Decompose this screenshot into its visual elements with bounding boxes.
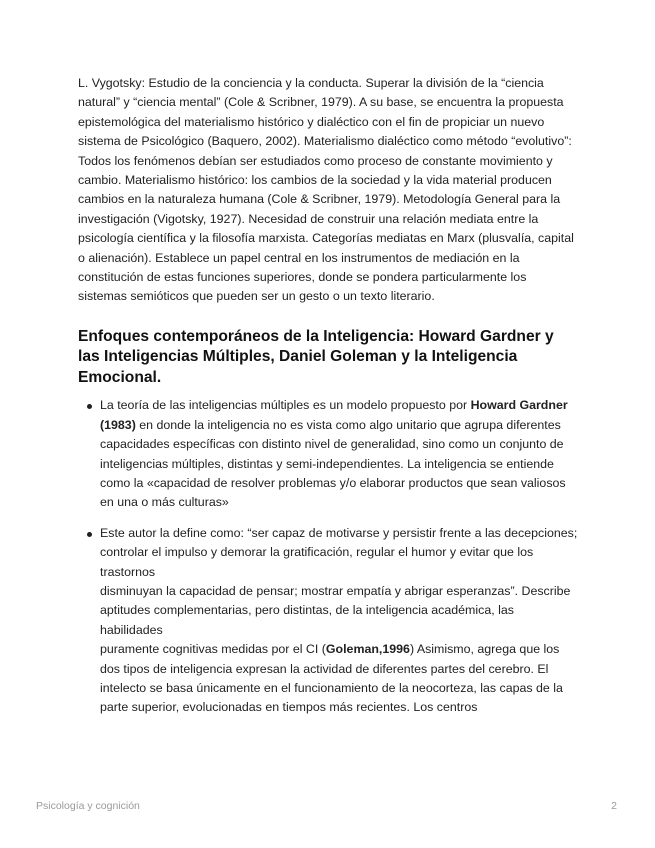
- intro-paragraph: L. Vygotsky: Estudio de la conciencia y la conducta. Superar la división de la “ciencia natural” y “ciencia mental” (Cole & Scribner, 1979). A su base, se encuentra la propuesta epistemológica del materialismo histórico y dialéctico con el fin de propiciar un nuevo sistema de Psicológico (Baquero, 2002). Materialismo dialéctico como método “evolutivo”: Todos los fenómenos debían ser estudiados como proceso de constante movimiento y cambio. Materialismo histórico: los cambios de la sociedad y la vida material producen cambios en la naturaleza humana (Cole & Scribner, 1979). Metodología General para la investigación (Vigotsky, 1927). Necesidad de construir una relación mediata entre la psicología científica y la filosofía marxista. Categorías mediatas en Marx (plusvalía, capital o alienación). Establece un papel central en los instrumentos de mediación en la constitución de estas funciones superiores, donde se pondera particularmente los sistemas semióticos que pueden ser un gesto o un texto literario.: [78, 76, 574, 304]
- list-item-goleman: [78, 524, 578, 718]
- bullet-list: [78, 396, 578, 718]
- bullet-text: La teoría de las inteligencias múltiples es un modelo propuesto por: [100, 398, 471, 413]
- bullet-icon: [87, 404, 92, 409]
- bold-citation: Goleman,1996: [325, 642, 410, 657]
- bullet-text: puramente cognitivas medidas por el CI (: [100, 642, 326, 657]
- bold-citation: Howard Gardner (1983): [100, 398, 568, 432]
- bullet-line: aptitudes complementarias, pero distintas, de la inteligencia académica, las habilidades: [100, 603, 514, 637]
- footer-title: Psicología y cognición: [36, 800, 140, 812]
- bullet-line: disminuyan la capacidad de pensar; mostrar empatía y abrigar esperanzas”. Describe: [100, 584, 571, 599]
- bullet-text: ) Asimismo, agrega que los dos tipos de inteligencia expresan la actividad de diferentes partes del cerebro. El intelecto se basa únicamente en el funcionamiento de la neocorteza, las capas de la parte superior, evolucionadas en tiempos más recientes. Los centros: [100, 642, 563, 715]
- bullet-line: controlar el impulso y demorar la gratificación, regular el humor y evitar que los trastornos: [100, 545, 534, 579]
- bullet-icon: [87, 532, 92, 537]
- section-heading: Enfoques contemporáneos de la Inteligencia: Howard Gardner y las Inteligencias Múltiples, Daniel Goleman y la Inteligencia Emocional.: [78, 327, 554, 386]
- bullet-line: Este autor la define como: “ser capaz de motivarse y persistir frente a las decepciones;: [100, 525, 578, 540]
- list-item-gardner: [78, 396, 578, 512]
- bullet-text: en donde la inteligencia no es vista como algo unitario que agrupa diferentes capacidades específicas con distinto nivel de generalidad, sino como un conjunto de inteligencias múltiples, distintas y semi-independientes. La inteligencia se entiende como la «capacidad de resolver problemas y/o elaborar productos que sean valiosos en una o más culturas»: [100, 417, 566, 510]
- page-content: [78, 74, 578, 729]
- page-number: 2: [611, 800, 617, 812]
